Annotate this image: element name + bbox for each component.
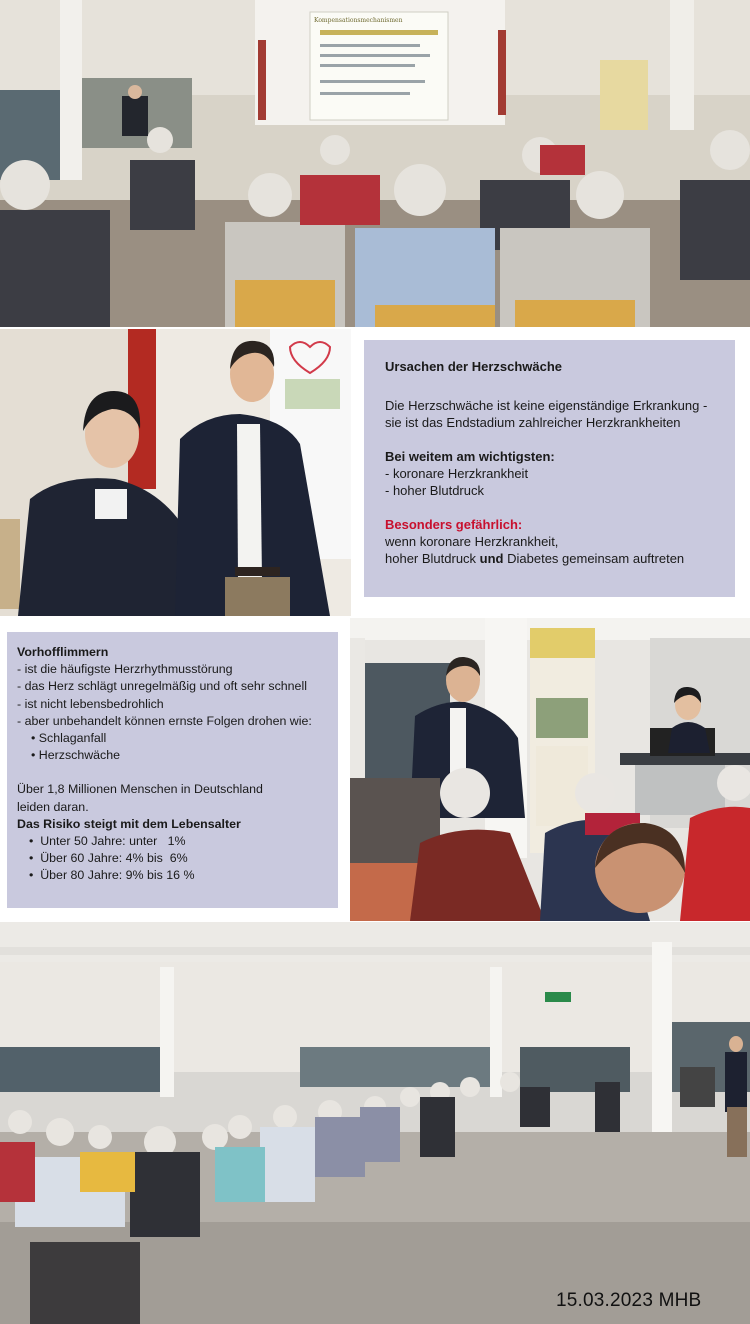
atrial-fibrillation-panel <box>7 632 338 908</box>
danger-line-1: wenn koronare Herzkrankheit, <box>385 534 559 549</box>
afib-item: - aber unbehandelt können ernste Folgen drohen wie: <box>17 713 312 728</box>
important-heading: Bei weitem am wichtigsten: <box>385 449 555 464</box>
consequence-item: • Herzschwäche <box>31 748 121 763</box>
afib-item: - ist nicht lebensbedrohlich <box>17 696 164 711</box>
afib-title: Vorhofflimmern <box>17 645 109 659</box>
afib-item: - ist die häufigste Herzrhythmusstörung <box>17 662 233 677</box>
important-item: - koronare Herzkrankheit <box>385 466 529 481</box>
danger-line-2-start: hoher Blutdruck <box>385 551 480 566</box>
important-item: - hoher Blutdruck <box>385 483 484 498</box>
danger-line-2-emphasis: und <box>479 551 504 566</box>
risk-heading: Das Risiko steigt mit dem Lebensalter <box>17 816 241 831</box>
danger-heading: Besonders gefährlich: <box>385 517 523 532</box>
heart-failure-causes-panel <box>364 340 735 597</box>
afib-stat-line-1: Über 1,8 Millionen Menschen in Deutschland <box>17 782 263 797</box>
causes-title: Ursachen der Herzschwäche <box>385 359 563 374</box>
speaker-photo <box>350 618 750 921</box>
risk-item: • Über 80 Jahre: 9% bis 16 % <box>29 868 195 883</box>
danger-line-2 <box>385 550 721 567</box>
danger-line-2-end: Diabetes gemeinsam auftreten <box>503 551 685 566</box>
causes-intro-line-1: Die Herzschwäche ist keine eigenständige Erkrankung - <box>385 398 708 413</box>
projected-slide-title: Kompensationsmechanismen <box>314 17 403 24</box>
afib-item: - das Herz schlägt unregelmäßig und oft sehr schnell <box>17 679 307 694</box>
audience-photo-top <box>0 0 750 327</box>
risk-item: • Über 60 Jahre: 4% bis 6% <box>29 851 188 866</box>
causes-intro-line-2: sie ist das Endstadium zahlreicher Herzkrankheiten <box>385 415 681 430</box>
afib-stat-line-2: leiden daran. <box>17 799 89 814</box>
wide-hall-photo <box>0 922 750 1324</box>
risk-item: • Unter 50 Jahre: unter 1% <box>29 834 186 849</box>
date-caption: 15.03.2023 MHB <box>556 1290 702 1311</box>
portrait-pair-photo <box>0 329 351 616</box>
consequence-item: • Schlaganfall <box>31 731 107 746</box>
